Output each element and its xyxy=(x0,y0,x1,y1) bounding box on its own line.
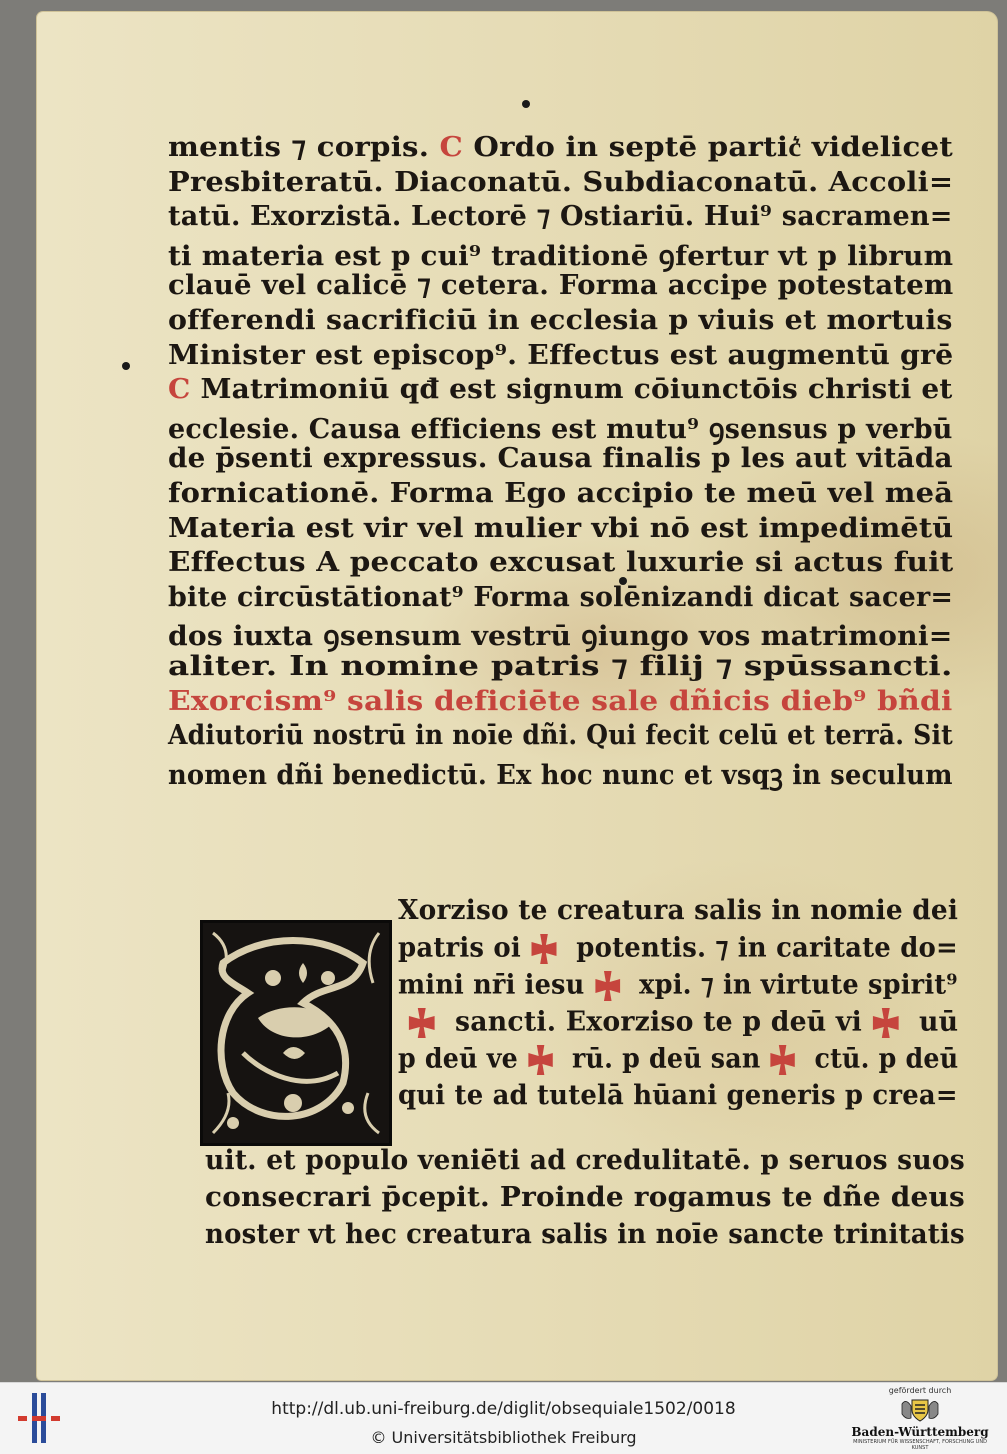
line-text: consecrari p̄cepit. Proinde rogamus te dñe deus xyxy=(205,1182,965,1213)
text-line xyxy=(168,270,953,301)
text-line xyxy=(168,132,953,163)
line-text: noster vt hec creatura salis in noīe sancte trinitatis xyxy=(205,1219,965,1250)
text-line xyxy=(168,201,953,232)
text-line xyxy=(168,616,953,653)
line-text: mini nr̄i iesu xyxy=(398,969,585,1001)
cross-pattee-icon xyxy=(402,1006,442,1040)
text-line xyxy=(168,582,953,613)
line-text: dos iuxta ꝯsensum vestrū ꝯiungo vos matrimoni= xyxy=(168,621,953,653)
rubric-text: Exorcism⁹ salis deficiēte sale dñicis dieb⁹ bñdi xyxy=(168,685,953,717)
funder-logo xyxy=(845,1386,995,1452)
cross-pattee-icon xyxy=(525,932,563,966)
line-text: mentis ⁊ corpis. xyxy=(168,132,440,163)
text-line xyxy=(168,651,953,682)
decorated-initial-e xyxy=(200,920,392,1146)
text-line xyxy=(398,1006,958,1040)
line-text: ti materia est p cui⁹ traditionē ꝯfertur vt p librum xyxy=(168,240,954,272)
line-text: patris oi xyxy=(398,932,521,964)
line-text: uū xyxy=(909,1006,959,1038)
text-line xyxy=(168,720,953,751)
funder-prefix: gefördert durch xyxy=(888,1386,952,1395)
copyright-notice: © Universitätsbibliothek Freiburg xyxy=(370,1428,637,1447)
funder-ministry: MINISTERIUM FÜR WISSENSCHAFT, FORSCHUNG UND KUNST xyxy=(853,1439,987,1451)
text-line xyxy=(168,305,953,336)
line-text: p deū ve xyxy=(398,1043,518,1075)
line-text: de p̄senti expressus. Causa finalis p les aut vitāda xyxy=(168,443,953,475)
line-text: fornicationē. Forma Ego accipio te meū vel meā xyxy=(168,478,954,509)
line-text: Adiutoriū nostrū in noīe dñi. Qui fecit celū et terrā. Sit xyxy=(168,720,953,752)
text-line xyxy=(205,1219,965,1250)
cross-pattee-icon xyxy=(588,969,626,1003)
page-url[interactable]: http://dl.ub.uni-freiburg.de/diglit/obsequiale1502/0018 xyxy=(271,1399,736,1419)
line-text: clauē vel calicē ⁊ cetera. Forma accipe potestatem xyxy=(168,270,954,302)
text-line xyxy=(168,686,952,717)
line-text: aliter. In nomine patris ⁊ filij ⁊ spūssancti. xyxy=(168,651,953,682)
footer xyxy=(0,1382,1007,1454)
line-text: Materia est vir vel mulier vbi nō est impedimētū xyxy=(168,512,954,544)
line-text: potentis. ⁊ in caritate do= xyxy=(567,932,958,964)
line-text: bite circūstātionat⁹ Forma solēnizandi dicat sacer= xyxy=(168,581,954,613)
text-line xyxy=(168,547,953,578)
text-line xyxy=(168,755,953,792)
text-line xyxy=(205,1182,965,1213)
line-text: Matrimoniū qđ est signum cōiunctōis christi et xyxy=(190,374,953,406)
cross-pattee-icon xyxy=(522,1043,560,1077)
text-line xyxy=(398,1080,958,1111)
text-line xyxy=(168,443,953,474)
text-line xyxy=(398,1043,958,1077)
line-text: Presbiteratū. Diaconatū. Subdiaconatū. Accoli= xyxy=(168,166,954,198)
text-line xyxy=(168,513,953,544)
text-line xyxy=(168,478,953,509)
page-hole xyxy=(122,362,130,370)
line-text: ctū. p deū xyxy=(805,1043,959,1075)
line-text: tatū. Exorzistā. Lectorē ⁊ Ostiariū. Hui⁹ sacramen= xyxy=(168,201,953,233)
line-text: offerendi sacrificiū in ecclesia p viuis et mortuis xyxy=(168,305,953,336)
line-text: Xorziso te creatura salis in nomie dei xyxy=(398,895,959,926)
line-text: ecclesie. Causa efficiens est mutu⁹ ꝯsensus p verbū xyxy=(168,413,953,445)
coat-of-arms-icon xyxy=(900,1396,940,1424)
line-text: Ordo in septē partic͛ videlicet xyxy=(463,132,954,163)
text-line xyxy=(168,409,953,446)
rubric-text: C xyxy=(439,132,464,163)
cross-pattee-icon xyxy=(764,1043,802,1077)
line-text: rū. p deū san xyxy=(562,1043,761,1075)
text-line xyxy=(168,236,953,273)
line-text: uit. et populo veniēti ad credulitatē. p seruos suos xyxy=(205,1145,965,1176)
line-text: xpi. ⁊ in virtute spirit⁹ xyxy=(630,969,958,1001)
line-text: Minister est episcop⁹. Effectus est augmentū grē xyxy=(168,339,954,371)
text-line xyxy=(205,1145,965,1176)
page-hole xyxy=(522,100,530,108)
text-line xyxy=(398,895,958,926)
text-line xyxy=(168,374,953,405)
line-text: Effectus A peccato excusat luxurie si actus fuit xyxy=(168,547,954,579)
funder-name: Baden-Württemberg xyxy=(851,1425,989,1439)
rubric-text: C xyxy=(168,374,191,406)
text-line xyxy=(398,969,958,1003)
floral-initial-icon xyxy=(203,923,389,1143)
cross-pattee-icon xyxy=(866,1006,906,1040)
text-line xyxy=(168,340,953,371)
text-line xyxy=(168,167,953,198)
line-text: qui te ad tutelā hūani generis p crea= xyxy=(398,1080,958,1111)
text-line xyxy=(398,932,958,966)
line-text: nomen dñi benedictū. Ex hoc nunc et vsqꝫ in seculum xyxy=(168,759,953,791)
line-text: sancti. Exorziso te p deū vi xyxy=(445,1006,862,1038)
